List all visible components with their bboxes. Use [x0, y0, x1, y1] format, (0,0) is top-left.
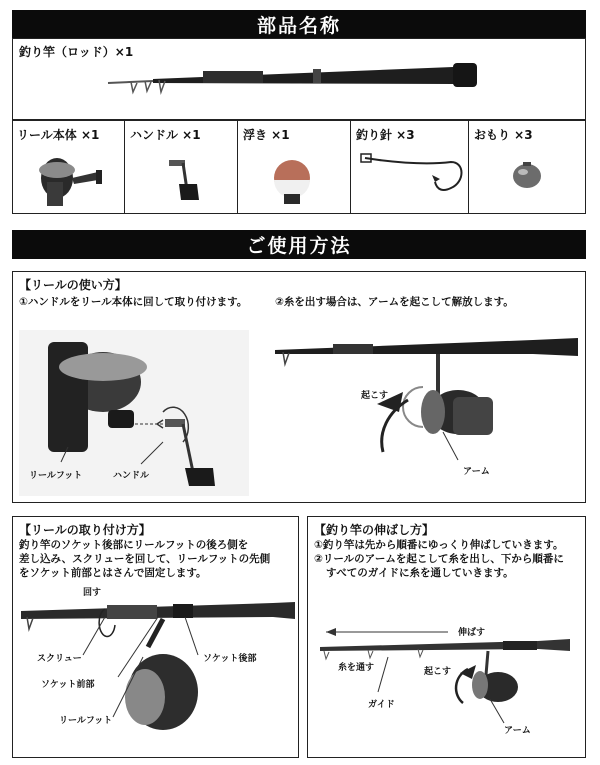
reel-mounting-panel	[12, 516, 299, 758]
reel-mounting-line1: 釣り竿のソケット後部にリールフットの後ろ側を	[19, 539, 249, 551]
reel-icon	[12, 120, 125, 213]
rod-panel	[12, 38, 586, 120]
reel-mounting-line2: 差し込み、スクリューを回して、リールフットの先側	[19, 553, 271, 565]
part-cell-sinker	[469, 120, 586, 213]
rod-extension-line3: すべてのガイドに糸を通していきます。	[326, 567, 514, 579]
label-guide: ガイド	[368, 700, 395, 710]
label-raise-rod: 起こす	[424, 667, 452, 677]
part-label-hook: 釣り針 ×3	[356, 128, 415, 142]
part-label-sinker: おもり ×3	[474, 128, 533, 142]
label-socket-rear: ソケット後部	[203, 654, 257, 664]
rod-extension-heading: 【釣り竿の伸ばし方】	[314, 523, 435, 537]
rod-label: 釣り竿（ロッド）×1	[19, 45, 134, 59]
reel-usage-step2: ②糸を出す場合は、アームを起こして解放します。	[275, 296, 514, 308]
rod-extension-line2: ②リールのアームを起こして糸を出し、下から順番に	[314, 553, 564, 565]
reel-usage-panel	[12, 271, 586, 503]
part-cell-hook	[351, 120, 469, 213]
reel-usage-step1: ①ハンドルをリール本体に回して取り付けます。	[19, 296, 248, 308]
rod-extension-line1: ①釣り竿は先から順番にゆっくり伸ばしていきます。	[314, 539, 564, 551]
float-icon	[238, 120, 351, 213]
label-arm-reel: アーム	[463, 467, 490, 477]
reel-mounting-heading: 【リールの取り付け方】	[19, 523, 151, 537]
part-cell-handle	[125, 120, 238, 213]
sinker-icon	[469, 120, 586, 213]
label-arm-rod: アーム	[504, 726, 531, 736]
rod-extension-panel	[307, 516, 586, 758]
handle-icon	[125, 120, 238, 213]
reel-mounting-line3: をソケット前部とはさんで固定します。	[19, 567, 207, 579]
part-label-float: 浮き ×1	[243, 128, 290, 142]
part-cell-reel	[12, 120, 125, 213]
reel-usage-heading: 【リールの使い方】	[19, 278, 127, 292]
label-reel-foot: リールフット	[29, 471, 83, 481]
label-reel-foot-mount: リールフット	[59, 716, 113, 726]
label-handle: ハンドル	[113, 471, 150, 481]
rod-icon	[13, 39, 587, 121]
reel-mounting-illustration	[13, 517, 300, 759]
label-thread: 糸を通す	[338, 663, 375, 673]
usage-section-title: ご使用方法	[12, 230, 586, 259]
label-socket-front: ソケット前部	[41, 680, 95, 690]
reel-arm-illustration	[13, 272, 587, 504]
label-raise-reel: 起こす	[361, 391, 389, 401]
part-label-handle: ハンドル ×1	[130, 128, 201, 142]
rod-extension-illustration	[308, 517, 587, 759]
parts-section-title: 部品名称	[12, 10, 586, 39]
hook-icon	[351, 120, 469, 213]
part-label-reel: リール本体 ×1	[17, 128, 100, 142]
label-screw: スクリュー	[37, 654, 82, 664]
label-extend: 伸ばす	[458, 628, 486, 638]
part-cell-float	[238, 120, 351, 213]
label-turn: 回す	[83, 588, 102, 598]
